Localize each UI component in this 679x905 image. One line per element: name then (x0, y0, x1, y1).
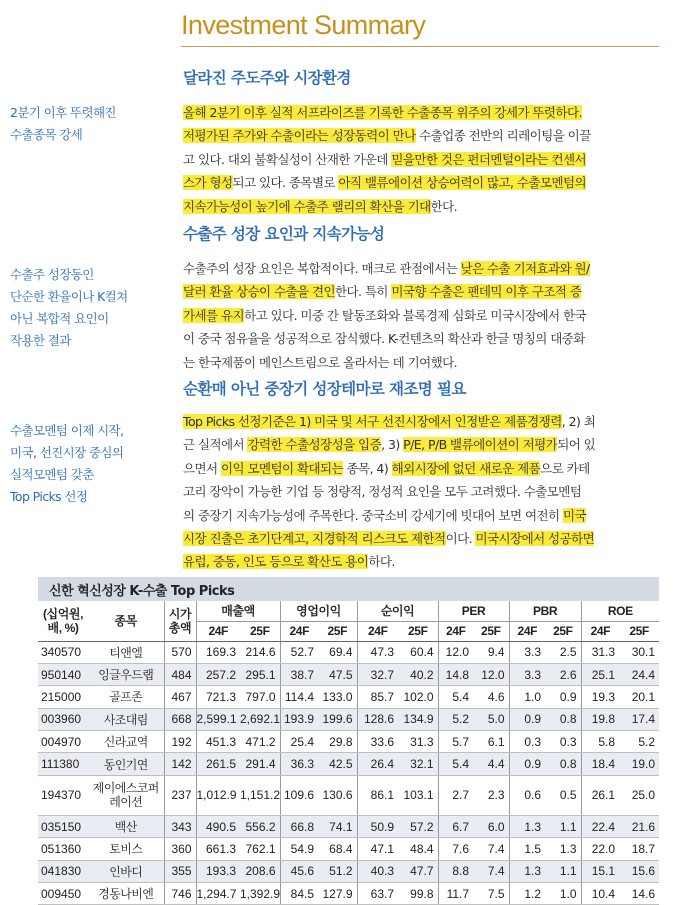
highlighted-text: 시장 진출은 초기단계고, 지경학적 리스크도 제한적 (183, 531, 446, 547)
metric-value: 130.6 (318, 775, 357, 815)
metric-value: 6.7 (438, 815, 473, 837)
metric-value: 261.5 (196, 753, 240, 775)
stock-code: 004970 (38, 731, 88, 753)
metric-value: 3.3 (509, 663, 545, 685)
market-cap: 192 (164, 731, 196, 753)
metric-value: 109.6 (280, 775, 318, 815)
metric-value: 4.4 (473, 753, 509, 775)
metric-value: 74.1 (318, 815, 357, 837)
highlighted-text: 달러 환율 상승이 수출을 견인 (183, 284, 335, 300)
highlighted-text: 가세를 유지 (183, 307, 245, 323)
metric-value: 60.4 (398, 641, 438, 663)
section-paragraph (183, 410, 659, 574)
stock-name: 사조대림 (88, 708, 164, 730)
metric-value: 15.1 (581, 860, 619, 882)
metric-value: 47.7 (398, 860, 438, 882)
highlighted-text: 유럽, 중동, 인도 등으로 확산도 용이 (183, 554, 369, 570)
metric-value: 14.8 (438, 663, 473, 685)
body-text: , 3) (381, 437, 404, 453)
highlighted-text: 미국향 수출은 팬데믹 이후 구조적 증 (391, 284, 582, 300)
body-text: , 2) 최 (561, 414, 596, 429)
metric-value: 134.9 (398, 708, 438, 730)
market-cap: 484 (164, 663, 196, 685)
metric-value: 4.6 (473, 686, 509, 708)
metric-value: 22.0 (581, 838, 619, 860)
metric-value: 8.8 (438, 860, 473, 882)
metric-value: 214.6 (240, 641, 280, 663)
metric-value: 127.9 (318, 883, 357, 905)
metric-value: 0.9 (509, 708, 545, 730)
metric-value: 29.8 (318, 731, 357, 753)
body-text: 한다. (430, 198, 458, 214)
metric-value: 0.8 (545, 753, 581, 775)
stock-code: 950140 (38, 663, 88, 685)
body-text: 되어 있 (557, 437, 596, 453)
paragraph-line (183, 550, 659, 573)
stock-code: 035150 (38, 815, 88, 837)
metric-value: 19.0 (619, 753, 659, 775)
metric-value: 10.4 (581, 883, 619, 905)
metric-value: 26.1 (581, 775, 619, 815)
body-text: 되고 있다. 종목별로 (232, 175, 339, 191)
metric-value: 40.2 (398, 663, 438, 685)
metric-value: 14.6 (619, 883, 659, 905)
table-row (38, 731, 659, 753)
paragraph-line (183, 171, 659, 194)
body-text: 고 있다. 대외 불확실성이 산재한 가운데 (183, 151, 392, 167)
metric-value: 1.1 (545, 815, 581, 837)
section-paragraph (183, 257, 659, 374)
metric-value: 2.6 (545, 663, 581, 685)
metric-value: 7.5 (473, 883, 509, 905)
stock-code: 041830 (38, 860, 88, 882)
metric-value: 5.7 (438, 731, 473, 753)
metric-value: 86.1 (357, 775, 398, 815)
stock-name: 인바디 (88, 860, 164, 882)
metric-value: 5.4 (438, 753, 473, 775)
metric-value: 471.2 (240, 731, 280, 753)
section-paragraph (183, 101, 659, 218)
stock-name: 제이에스코퍼 레이션 (88, 775, 164, 815)
metric-value: 11.7 (438, 883, 473, 905)
unit-header (38, 601, 88, 641)
metric-value: 40.3 (357, 860, 398, 882)
year-header: 24F (581, 621, 619, 641)
stock-code: 340570 (38, 641, 88, 663)
year-header: 24F (509, 621, 545, 641)
table-row (38, 663, 659, 685)
top-picks-table (38, 601, 659, 905)
paragraph-line (183, 124, 659, 147)
table-row (38, 708, 659, 730)
metric-value: 31.3 (398, 731, 438, 753)
metric-value: 54.9 (280, 838, 318, 860)
highlighted-text: 낮은 수출 기저효과와 원/ (460, 261, 590, 276)
body-text: 이다. (445, 531, 476, 547)
table-row (38, 641, 659, 663)
metric-value: 69.4 (318, 641, 357, 663)
highlighted-text: Top Picks 선정기준은 1) 미국 및 서구 선진시장에서 인정받은 제품경쟁력 (183, 414, 562, 429)
metric-value: 32.7 (357, 663, 398, 685)
market-cap: 355 (164, 860, 196, 882)
side-note-line: 수출주 성장동인 (10, 267, 94, 282)
metric-value: 25.1 (581, 663, 619, 685)
paragraph-line (183, 327, 659, 350)
market-cap: 360 (164, 838, 196, 860)
metric-value: 2.5 (545, 641, 581, 663)
metric-value: 47.3 (357, 641, 398, 663)
page-title: Investment Summary (181, 10, 426, 40)
metric-value: 2,599.1 (196, 708, 240, 730)
highlighted-text: 올해 2분기 이후 실적 서프라이즈를 기록한 수출종목 위주의 강세가 뚜렷하다. (183, 105, 582, 120)
paragraph-line (183, 101, 659, 124)
metric-value: 1,151.2 (240, 775, 280, 815)
metric-value: 12.0 (473, 663, 509, 685)
market-cap: 237 (164, 775, 196, 815)
metric-value: 33.6 (357, 731, 398, 753)
highlighted-text: 해외시장에 없던 새로운 제품 (391, 460, 541, 476)
metric-value: 193.9 (280, 708, 318, 730)
highlighted-text: 아직 밸류에이션 상승여력이 많고, 수출모멘텀의 (338, 175, 587, 191)
side-note (10, 264, 172, 352)
metric-value: 2,692.1 (240, 708, 280, 730)
metric-value: 1,392.9 (240, 883, 280, 905)
metric-value: 1.1 (545, 860, 581, 882)
side-note-line: 작용한 결과 (10, 333, 71, 348)
metric-value: 42.5 (318, 753, 357, 775)
side-note-line: 수출종목 강세 (10, 127, 83, 142)
metric-value: 1.0 (545, 883, 581, 905)
section-heading: 수출주 성장 요인과 지속가능성 (183, 225, 385, 243)
paragraph-line (183, 480, 659, 503)
metric-value: 21.6 (619, 815, 659, 837)
metric-value: 20.1 (619, 686, 659, 708)
section-heading: 달라진 주도주와 시장환경 (183, 69, 351, 87)
side-note-line: 단순한 환율이나 K컬쳐 (10, 289, 128, 304)
paragraph-line (183, 410, 659, 433)
metric-value: 1.3 (509, 860, 545, 882)
metric-value: 193.3 (196, 860, 240, 882)
metric-value: 25.4 (280, 731, 318, 753)
side-note-line: 아닌 복합적 요인이 (10, 311, 109, 326)
metric-value: 1.5 (509, 838, 545, 860)
metric-value: 47.1 (357, 838, 398, 860)
table-row (38, 883, 659, 905)
highlighted-text: 저평가된 주가와 수출이라는 성장동력이 만나 (183, 128, 416, 144)
metric-value: 15.6 (619, 860, 659, 882)
metric-value: 45.6 (280, 860, 318, 882)
group-header-pbr: PBR (509, 601, 581, 621)
mcap-label-line1: 시가 (168, 606, 192, 621)
metric-value: 22.4 (581, 815, 619, 837)
title-divider (181, 46, 659, 47)
metric-value: 295.1 (240, 663, 280, 685)
metric-value: 57.2 (398, 815, 438, 837)
side-note-line: 실적모멘텀 갖춘 (10, 467, 94, 482)
stock-code: 051360 (38, 838, 88, 860)
paragraph-line (183, 433, 659, 456)
highlighted-text: 믿을만한 것은 펀더멘털이라는 컨센서 (391, 151, 587, 167)
metric-value: 17.4 (619, 708, 659, 730)
metric-value: 52.7 (280, 641, 318, 663)
paragraph-line (183, 280, 659, 303)
metric-value: 1.3 (545, 838, 581, 860)
metric-value: 31.3 (581, 641, 619, 663)
body-text: 는 한국제품이 메인스트림으로 올라서는 데 기여했다. (183, 354, 458, 370)
stock-name: 동인기연 (88, 753, 164, 775)
metric-value: 762.1 (240, 838, 280, 860)
side-note (10, 420, 172, 508)
paragraph-line (183, 351, 659, 374)
table-title: 신한 혁신성장 K-수출 Top Picks (49, 584, 235, 599)
metric-value: 36.3 (280, 753, 318, 775)
metric-value: 0.9 (545, 686, 581, 708)
metric-value: 5.2 (438, 708, 473, 730)
market-cap: 142 (164, 753, 196, 775)
metric-value: 128.6 (357, 708, 398, 730)
metric-value: 1,012.9 (196, 775, 240, 815)
year-header: 25F (240, 621, 280, 641)
metric-value: 2.3 (473, 775, 509, 815)
body-text: 하다. (368, 554, 395, 570)
side-note-line: 2분기 이후 뚜렷해진 (10, 105, 116, 120)
metric-value: 24.4 (619, 663, 659, 685)
metric-value: 30.1 (619, 641, 659, 663)
stock-code: 215000 (38, 686, 88, 708)
year-header: 24F (438, 621, 473, 641)
stock-name: 잉글우드랩 (88, 663, 164, 685)
paragraph-line (183, 527, 659, 550)
metric-value: 490.5 (196, 815, 240, 837)
metric-value: 2.7 (438, 775, 473, 815)
body-text: 수출업종 전반의 리레이팅을 이끌 (415, 128, 591, 144)
metric-value: 12.0 (438, 641, 473, 663)
metric-value: 103.1 (398, 775, 438, 815)
metric-value: 7.4 (473, 860, 509, 882)
metric-value: 169.3 (196, 641, 240, 663)
metric-value: 721.3 (196, 686, 240, 708)
body-text: 이 중국 점유율을 성공적으로 잠식했다. K-컨텐츠의 확산과 한글 명칭의 대중화 (183, 331, 585, 347)
metric-value: 5.2 (619, 731, 659, 753)
body-text: 으로 카테 (540, 460, 590, 476)
paragraph-line (183, 504, 659, 527)
metric-value: 19.8 (581, 708, 619, 730)
body-text: 종목, 4) (343, 460, 392, 476)
stock-name: 백산 (88, 815, 164, 837)
year-header: 25F (473, 621, 509, 641)
group-header-roe: ROE (581, 601, 659, 621)
body-text: 의 중장기 지속가능성에 주목한다. 중국소비 강세기에 빗대어 보면 여전히 (183, 507, 563, 523)
market-cap: 343 (164, 815, 196, 837)
metric-value: 51.2 (318, 860, 357, 882)
metric-value: 48.4 (398, 838, 438, 860)
metric-value: 0.5 (545, 775, 581, 815)
metric-value: 7.6 (438, 838, 473, 860)
metric-value: 85.7 (357, 686, 398, 708)
metric-value: 32.1 (398, 753, 438, 775)
metric-value: 1,294.7 (196, 883, 240, 905)
metric-value: 9.4 (473, 641, 509, 663)
mcap-header (164, 601, 196, 641)
stock-name: 신라교역 (88, 731, 164, 753)
metric-value: 6.1 (473, 731, 509, 753)
metric-value: 1.0 (509, 686, 545, 708)
table-body (38, 641, 659, 905)
year-header: 25F (318, 621, 357, 641)
metric-value: 38.7 (280, 663, 318, 685)
side-note (10, 102, 172, 146)
table-row (38, 860, 659, 882)
market-cap: 467 (164, 686, 196, 708)
metric-value: 0.9 (509, 753, 545, 775)
highlighted-text: 스가 형성 (183, 175, 233, 191)
metric-value: 291.4 (240, 753, 280, 775)
metric-value: 102.0 (398, 686, 438, 708)
stock-name: 경동나비엔 (88, 883, 164, 905)
metric-value: 68.4 (318, 838, 357, 860)
metric-value: 5.0 (473, 708, 509, 730)
metric-value: 114.4 (280, 686, 318, 708)
mcap-label-line2: 총액 (168, 620, 192, 635)
stock-name: 골프존 (88, 686, 164, 708)
metric-value: 0.8 (545, 708, 581, 730)
body-text: 한다. 특히 (335, 284, 392, 300)
stock-code: 003960 (38, 708, 88, 730)
section-heading: 순환매 아닌 중장기 성장테마로 재조명 필요 (183, 380, 466, 398)
body-text: 고리 장악이 가능한 기업 등 정량적, 정성적 요인을 모두 고려했다. 수출모멘텀 (183, 484, 582, 500)
table-row (38, 686, 659, 708)
metric-value: 797.0 (240, 686, 280, 708)
year-header: 25F (619, 621, 659, 641)
year-header: 25F (398, 621, 438, 641)
metric-value: 84.5 (280, 883, 318, 905)
paragraph-line (183, 457, 659, 480)
group-header-per: PER (438, 601, 509, 621)
metric-value: 18.7 (619, 838, 659, 860)
metric-value: 661.3 (196, 838, 240, 860)
metric-value: 451.3 (196, 731, 240, 753)
stock-code: 194370 (38, 775, 88, 815)
side-note-line: 수출모멘텀 이제 시작, (10, 423, 124, 438)
market-cap: 570 (164, 641, 196, 663)
unit-label-line2: 배, %) (47, 620, 79, 635)
paragraph-line (183, 195, 659, 218)
highlighted-text: 미국 (563, 507, 587, 523)
year-header: 25F (545, 621, 581, 641)
group-header-sales: 매출액 (196, 601, 280, 621)
metric-value: 0.3 (509, 731, 545, 753)
side-note-line: Top Picks 선정 (10, 489, 88, 504)
stock-name: 토비스 (88, 838, 164, 860)
side-note-line: 미국, 선진시장 중심의 (10, 445, 124, 460)
metric-value: 0.3 (545, 731, 581, 753)
metric-value: 257.2 (196, 663, 240, 685)
market-cap: 668 (164, 708, 196, 730)
paragraph-line (183, 148, 659, 171)
metric-value: 19.3 (581, 686, 619, 708)
paragraph-line (183, 257, 659, 280)
name-header: 종목 (88, 601, 164, 641)
metric-value: 63.7 (357, 883, 398, 905)
table-row (38, 815, 659, 837)
paragraph-line (183, 304, 659, 327)
highlighted-text: 이익 모멘텀이 확대되는 (221, 460, 344, 476)
body-text: 근 실적에서 (183, 437, 248, 453)
metric-value: 1.2 (509, 883, 545, 905)
body-text: 하고 있다. 미중 간 탈동조화와 블록경제 심화로 미국시장에서 한국 (244, 307, 587, 323)
metric-value: 3.3 (509, 641, 545, 663)
year-header: 24F (357, 621, 398, 641)
metric-value: 556.2 (240, 815, 280, 837)
market-cap: 746 (164, 883, 196, 905)
stock-name: 티앤엘 (88, 641, 164, 663)
metric-value: 47.5 (318, 663, 357, 685)
table-row (38, 753, 659, 775)
highlighted-text: 강력한 수출성장성을 입증 (247, 437, 382, 453)
year-header: 24F (196, 621, 240, 641)
body-text: 수출주의 성장 요인은 복합적이다. 매크로 관점에서는 (183, 261, 461, 276)
year-header: 24F (280, 621, 318, 641)
metric-value: 7.4 (473, 838, 509, 860)
stock-code: 111380 (38, 753, 88, 775)
metric-value: 18.4 (581, 753, 619, 775)
metric-value: 25.0 (619, 775, 659, 815)
metric-value: 26.4 (357, 753, 398, 775)
group-header-op-income: 영업이익 (280, 601, 357, 621)
metric-value: 5.4 (438, 686, 473, 708)
group-header-net-income: 순이익 (357, 601, 438, 621)
metric-value: 0.6 (509, 775, 545, 815)
metric-value: 5.8 (581, 731, 619, 753)
metric-value: 133.0 (318, 686, 357, 708)
metric-value: 1.3 (509, 815, 545, 837)
highlighted-text: 지속가능성이 높기에 수출주 랠리의 확산을 기대 (183, 198, 431, 214)
highlighted-text: P/E, P/B 밸류에이션이 저평가 (403, 437, 558, 453)
body-text: 으면서 (183, 460, 221, 476)
metric-value: 6.0 (473, 815, 509, 837)
metric-value: 99.8 (398, 883, 438, 905)
metric-value: 208.6 (240, 860, 280, 882)
table-row (38, 838, 659, 860)
metric-value: 66.8 (280, 815, 318, 837)
table-row (38, 775, 659, 815)
metric-value: 199.6 (318, 708, 357, 730)
unit-label-line1: (십억원, (42, 606, 84, 621)
highlighted-text: 미국시장에서 성공하면 (475, 531, 595, 547)
metric-value: 50.9 (357, 815, 398, 837)
stock-code: 009450 (38, 883, 88, 905)
